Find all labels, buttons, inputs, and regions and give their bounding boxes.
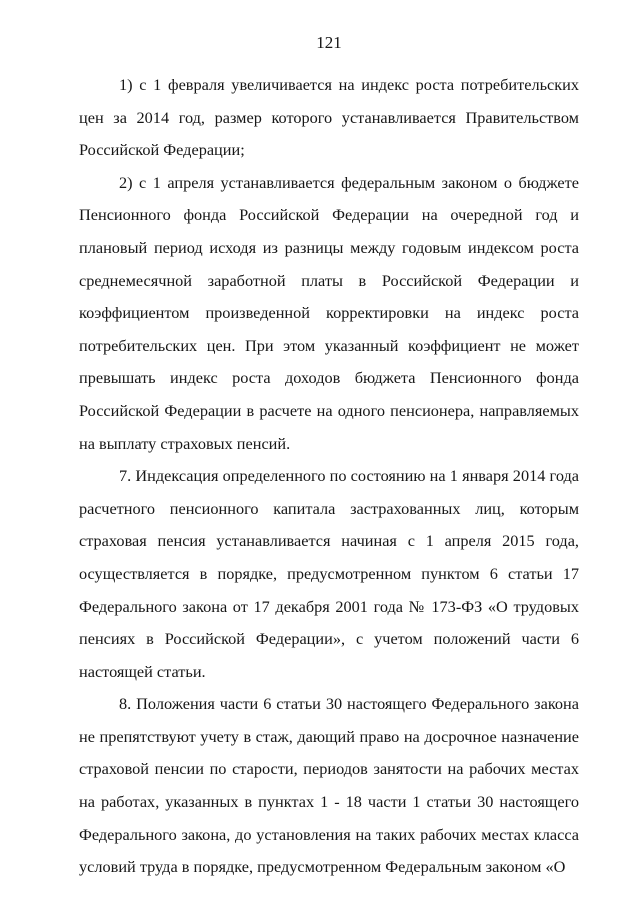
paragraph-1-february-indexation: 1) с 1 февраля увеличивается на индекс роста потребительских цен за 2014 год, размер которого устанавливается Правительством Российской Федерации; <box>79 75 579 160</box>
paragraph-8-early-pension-provisions: 8. Положения части 6 статьи 30 настоящего Федерального закона не препятствуют учету в стаж, дающий право на досрочное назначение страховой пенсии по старости, периодов занятости на рабочих местах на работах, указанных в пунктах 1 - 18 части 1 статьи 30 настоящего Федерального закона, до установления на таких рабочих местах класса условий труда в порядке, предусмотренном Федеральным законом «О <box>79 694 579 877</box>
page-number: 121 <box>316 33 342 52</box>
paragraph-2-april-indexation: 2) с 1 апреля устанавливается федеральным законом о бюджете Пенсионного фонда Российской Федерации на очередной год и плановый период исходя из разницы между годовым индексом роста среднемесячной заработной платы в Российской Федерации и коэффициентом произведенной корректировки на индекс роста потребительских цен. При этом указанный коэффициент не может превышать индекс роста доходов бюджета Пенсионного фонда Российской Федерации в расчете на одного пенсионера, направляемых на выплату страховых пенсий. <box>79 172 579 453</box>
paragraph-7-pension-capital-indexation: 7. Индексация определенного по состоянию на 1 января 2014 года расчетного пенсионного капитала застрахованных лиц, которым страховая пенсия устанавливается начиная с 1 апреля 2015 года, осуществляется в порядке, предусмотренном пунктом 6 статьи 17 Федерального закона от 17 декабря 2001 года № 173-ФЗ «О трудовых пенсиях в Российской Федерации», с учетом положений части 6 настоящей статьи. <box>79 466 579 681</box>
